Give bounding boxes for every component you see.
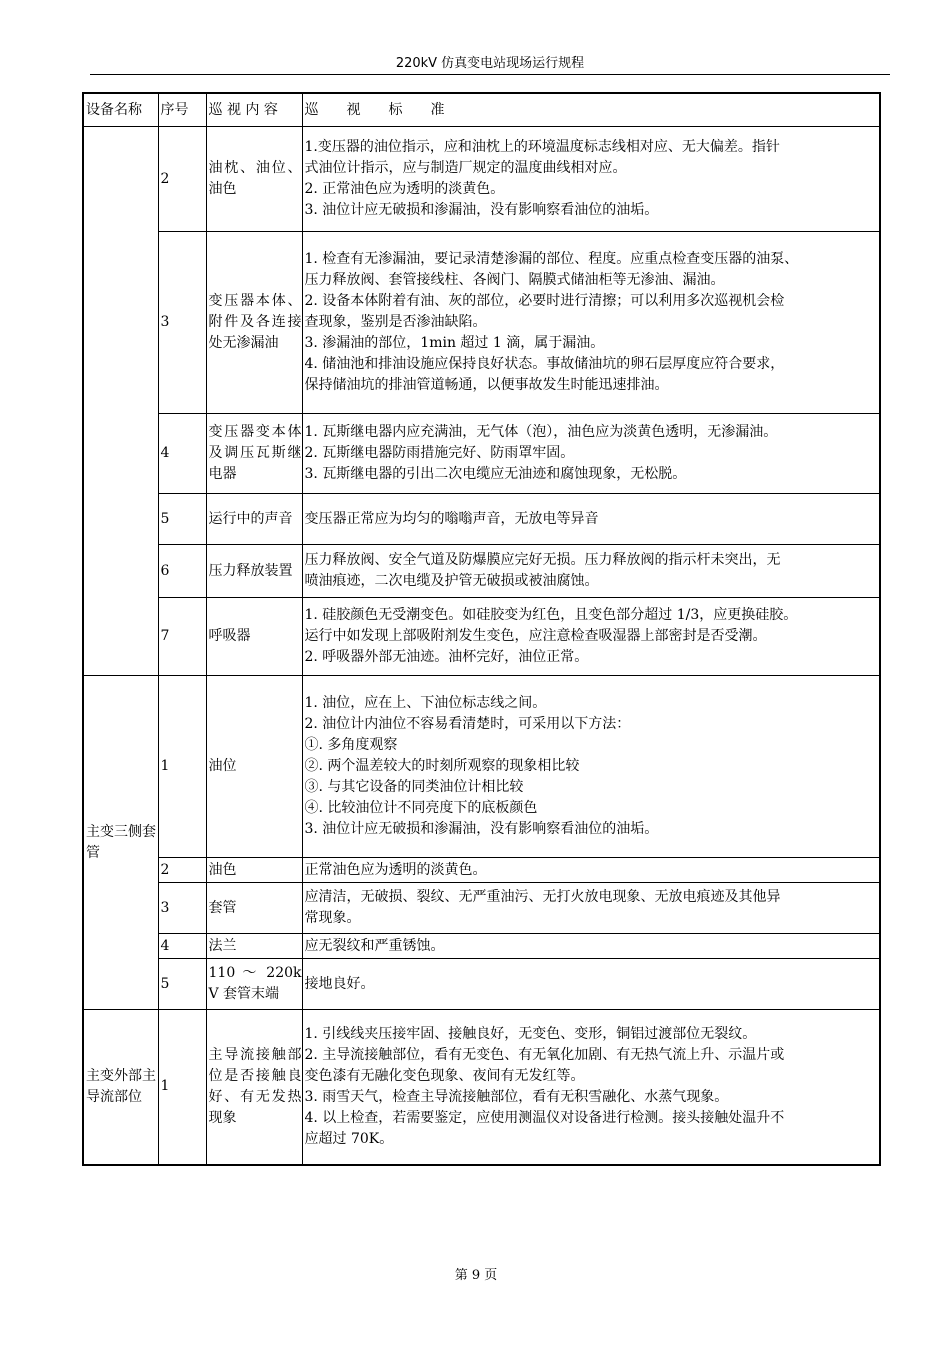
inspection-content-cell: 油色 [206,858,302,883]
seq-cell: 5 [158,494,206,545]
table-row [83,1010,880,1165]
standard-line: 式油位计指示，应与制造厂规定的温度曲线相对应。 [304,160,627,176]
inspection-content-cell: 呼吸器 [206,598,302,676]
device-name-cell: 主变外部主导流部位 [83,1010,158,1165]
standard-line: 压力释放阀、安全气道及防爆膜应完好无损。压力释放阀的指示杆未突出，无 [304,552,781,568]
header-device-name: 设备名称 [83,93,158,127]
inspection-content-cell: 油枕、油位、油色 [206,127,302,232]
header-inspection-standard: 巡 视 标 准 [302,93,880,127]
header-seq: 序号 [158,93,206,127]
standard-line: ②. 两个温差较大的时刻所观察的现象相比较 [304,758,580,774]
table-row [83,883,880,934]
seq-cell: 3 [158,232,206,414]
table-row [83,858,880,883]
standard-line: 2. 正常油色应为透明的淡黄色。 [304,181,505,197]
header-divider [90,74,890,75]
inspection-standard-cell [302,676,880,858]
inspection-standard-cell [302,883,880,934]
table-row [83,959,880,1010]
inspection-standard-cell [302,1010,880,1165]
standard-line: 1.变压器的油位指示，应和油枕上的环境温度标志线相对应、无大偏差。指针 [304,139,780,155]
standard-line: 正常油色应为透明的淡黄色。 [304,861,487,878]
inspection-standard-cell [302,934,880,959]
standard-line: 常现象。 [304,910,361,926]
seq-cell: 7 [158,598,206,676]
seq-cell: 3 [158,883,206,934]
standard-line: 变压器正常应为均匀的嗡嗡声音，无放电等异音 [304,510,599,527]
inspection-standard-cell [302,858,880,883]
standard-line: 2. 主导流接触部位，看有无变色、有无氧化加剧、有无热气流上升、示温片或 [304,1046,785,1063]
standard-line: 3. 油位计应无破损和渗漏油，没有影响察看油位的油垢。 [304,821,659,837]
inspection-content-cell: 运行中的声音 [206,494,302,545]
inspection-standard-cell [302,598,880,676]
standard-line: 喷油痕迹，二次电缆及护管无破损或被油腐蚀。 [304,573,599,589]
standard-line: 压力释放阀、套管接线柱、各阀门、隔膜式储油柜等无渗油、漏油。 [304,272,725,288]
standard-line: 2. 设备本体附着有油、灰的部位，必要时进行清擦；可以利用多次巡视机会检 [304,293,785,309]
standard-line: 4. 储油池和排油设施应保持良好状态。事故储油坑的卵石层厚度应符合要求， [304,356,785,372]
inspection-content-cell: 套管 [206,883,302,934]
standard-line: 2. 油位计内油位不容易看清楚时，可采用以下方法： [304,716,631,732]
inspection-standard-cell [302,127,880,232]
standard-line: 1. 引线线夹压接牢固、接触良好，无变色、变形，铜铝过渡部位无裂纹。 [304,1025,757,1042]
seq-cell: 2 [158,858,206,883]
inspection-standard-cell [302,959,880,1010]
standard-line: 变色漆有无融化变色现象、夜间有无发红等。 [304,1067,585,1084]
standard-line: 3. 瓦斯继电器的引出二次电缆应无油迹和腐蚀现象，无松脱。 [304,466,687,482]
seq-cell: 1 [158,1010,206,1165]
standard-line: 1. 检查有无渗漏油，要记录清楚渗漏的部位、程度。应重点检查变压器的油泵、 [304,251,799,267]
standard-line: ③. 与其它设备的同类油位计相比较 [304,779,524,795]
standard-line: 3. 油位计应无破损和渗漏油，没有影响察看油位的油垢。 [304,202,659,218]
table-row [83,934,880,959]
seq-cell: 4 [158,414,206,494]
table-row [83,494,880,545]
inspection-content-cell: 110 ～ 220kV 套管末端 [206,959,302,1010]
table-row [83,598,880,676]
table-row [83,545,880,598]
seq-cell: 1 [158,676,206,858]
inspection-table [82,92,881,1166]
table-header-row [83,93,880,127]
standard-line: 1. 油位，应在上、下油位标志线之间。 [304,695,547,711]
inspection-content-cell: 主导流接触部位是否接触良好、有无发热现象 [206,1010,302,1165]
device-name-cell [83,127,158,676]
standard-line: 运行中如发现上部吸附剂发生变色，应注意检查吸湿器上部密封是否受潮。 [304,628,767,644]
inspection-content-cell: 变压器本体、附件及各连接处无渗漏油 [206,232,302,414]
table-row [83,127,880,232]
table-row [83,414,880,494]
inspection-standard-cell [302,545,880,598]
standard-line: 2. 瓦斯继电器防雨措施完好、防雨罩牢固。 [304,445,575,461]
standard-line: 应清洁，无破损、裂纹、无严重油污、无打火放电现象、无放电痕迹及其他异 [304,889,781,905]
seq-cell: 4 [158,934,206,959]
standard-line: 1. 瓦斯继电器内应充满油，无气体（泡），油色应为淡黄色透明，无渗漏油。 [304,424,778,440]
table-body [83,127,880,1165]
table-row [83,232,880,414]
page-number: 第 9 页 [454,1268,498,1283]
page-header-title: 220kV 仿真变电站现场运行规程 [395,56,585,71]
table-row [83,676,880,858]
seq-cell: 2 [158,127,206,232]
inspection-standard-cell [302,232,880,414]
standard-line: 保持储油坑的排油管道畅通，以便事故发生时能迅速排油。 [304,377,669,393]
inspection-content-cell: 法兰 [206,934,302,959]
standard-line: 3. 雨雪天气，检查主导流接触部位，看有无积雪融化、水蒸气现象。 [304,1088,729,1105]
standard-line: 3. 渗漏油的部位，1min 超过 1 滴，属于漏油。 [304,335,605,351]
seq-cell: 5 [158,959,206,1010]
standard-line: 1. 硅胶颜色无受潮变色。如硅胶变为红色，且变色部分超过 1/3，应更换硅胶。 [304,607,798,623]
standard-line: 接地良好。 [304,975,375,992]
inspection-standard-cell [302,494,880,545]
header-inspection-content: 巡 视 内 容 [206,93,302,127]
standard-line: 应超过 70K。 [304,1130,394,1147]
inspection-content-cell: 压力释放装置 [206,545,302,598]
seq-cell: 6 [158,545,206,598]
standard-line: 2. 呼吸器外部无油迹。油杯完好，油位正常。 [304,649,589,665]
inspection-standard-cell [302,414,880,494]
standard-line: ④. 比较油位计不同亮度下的底板颜色 [304,800,538,816]
device-name-cell: 主变三侧套管 [83,676,158,1010]
inspection-content-cell: 油位 [206,676,302,858]
standard-line: ①. 多角度观察 [304,737,398,753]
inspection-content-cell: 变压器变本体及调压瓦斯继电器 [206,414,302,494]
standard-line: 查现象，鉴别是否渗油缺陷。 [304,314,487,330]
standard-line: 4. 以上检查，若需要鉴定，应使用测温仪对设备进行检测。接头接触处温升不 [304,1109,785,1126]
standard-line: 应无裂纹和严重锈蚀。 [304,937,445,954]
